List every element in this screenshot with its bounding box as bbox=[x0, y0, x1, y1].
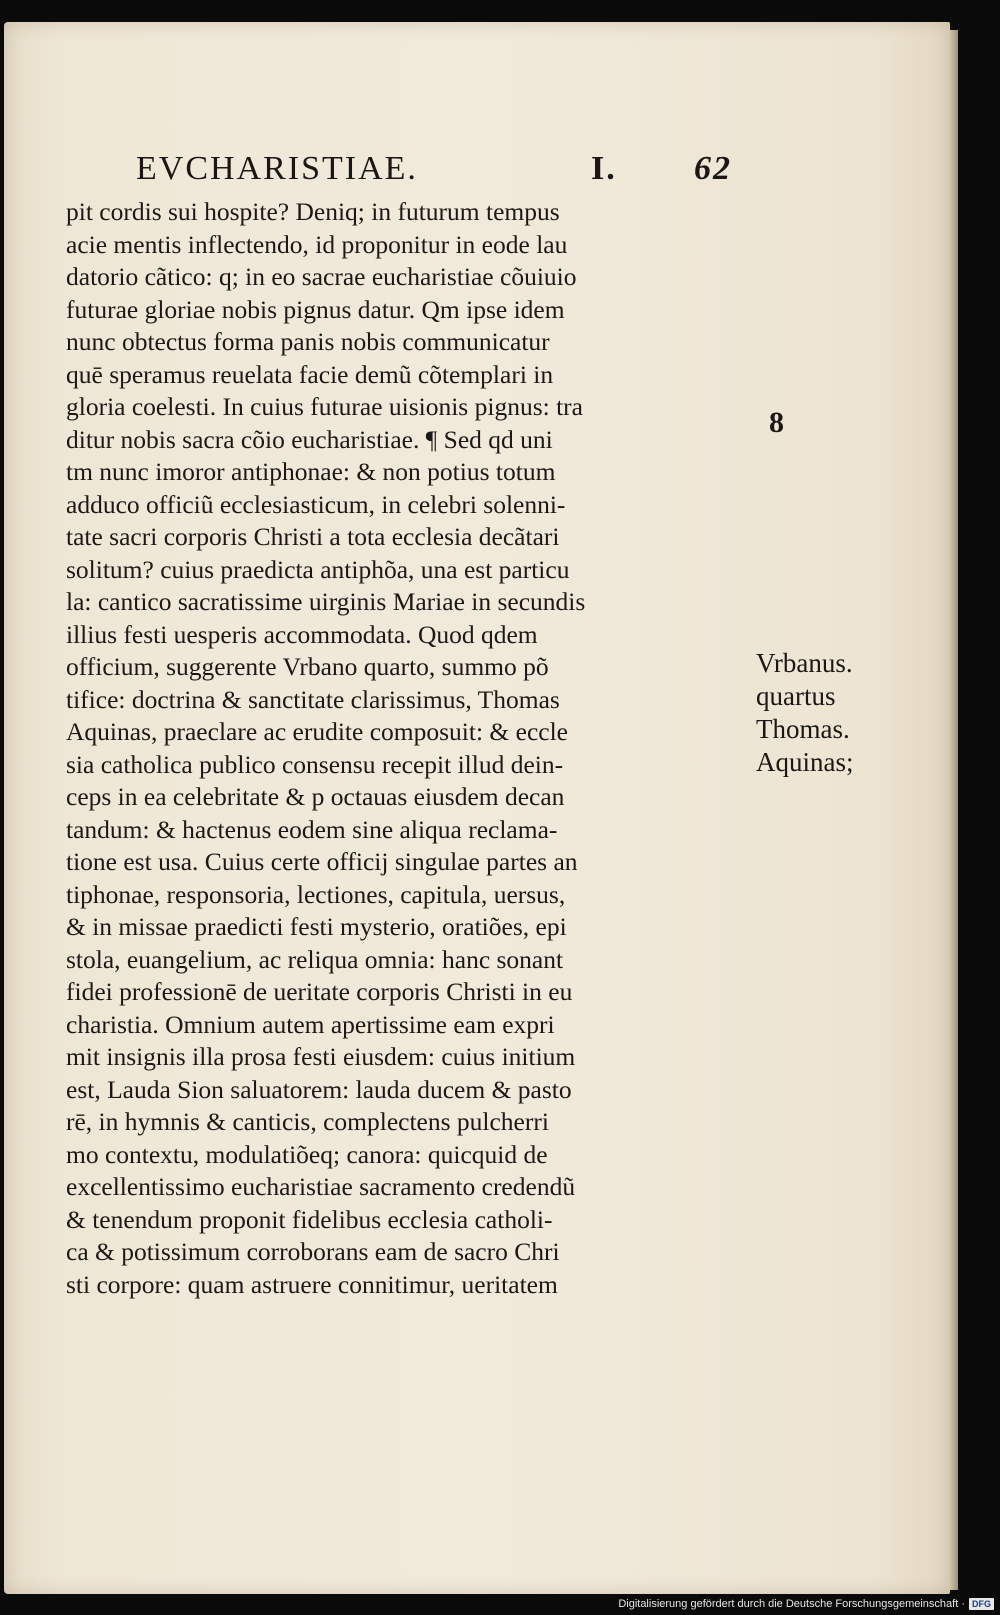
body-text bbox=[66, 196, 756, 1301]
page-edge bbox=[950, 30, 958, 1590]
text-line: rē, in hymnis & canticis, complectens pulcherri bbox=[66, 1107, 549, 1136]
text-line: & in missae praedicti festi mysterio, oratiões, epi bbox=[66, 912, 567, 941]
text-line: stola, euangelium, ac reliqua omnia: hanc sonant bbox=[66, 944, 564, 974]
text-line: gloria coelesti. In cuius futurae uisionis pignus: tra bbox=[66, 392, 583, 421]
text-line: fidei professionē de ueritate corporis Christi in eu bbox=[66, 977, 573, 1006]
text-line: ceps in ea celebritate & p octauas eiusdem decan bbox=[66, 782, 565, 811]
text-line: officium, suggerente Vrbano quarto, summo põ bbox=[66, 652, 549, 681]
running-head-title: EVCHARISTIAE. bbox=[136, 150, 418, 187]
text-line: futurae gloriae nobis pignus datur. Qm ipse idem bbox=[66, 294, 565, 324]
digitization-credit bbox=[618, 1597, 994, 1611]
text-line: est, Lauda Sion saluatorem: lauda ducem & pasto bbox=[66, 1074, 572, 1104]
text-line: illius festi uesperis accommodata. Quod qdem bbox=[66, 619, 538, 649]
text-line: tione est usa. Cuius certe officij singulae partes an bbox=[66, 847, 578, 876]
text-line: tandum: & hactenus eodem sine aliqua reclama- bbox=[66, 814, 558, 844]
text-line: adduco officiũ ecclesiasticum, in celebri solenni- bbox=[66, 489, 566, 519]
text-line: tate sacri corporis Christi a tota ecclesia decãtari bbox=[66, 522, 560, 551]
text-line: sia catholica publico consensu recepit illud dein- bbox=[66, 749, 564, 779]
text-line: tifice: doctrina & sanctitate clarissimus, Thomas bbox=[66, 684, 560, 714]
text-line: quē speramus reuelata facie demũ cõtemplari in bbox=[66, 359, 554, 389]
marginal-section-number: 8 bbox=[769, 406, 784, 439]
running-head-book-number: I. bbox=[591, 150, 617, 187]
text-line: nunc obtectus forma panis nobis communicatur bbox=[66, 327, 550, 356]
text-line: tm nunc imoror antiphonae: & non potius totum bbox=[66, 457, 556, 486]
text-line: mo contextu, modulatiõeq; canora: quicquid de bbox=[66, 1139, 548, 1169]
text-line: solitum? cuius praedicta antiphõa, una est particu bbox=[66, 554, 570, 584]
text-line: datorio cãtico: q; in eo sacrae eucharistiae cõuiuio bbox=[66, 262, 577, 291]
book-page bbox=[4, 22, 950, 1594]
text-line: la: cantico sacratissime uirginis Mariae in secundis bbox=[66, 587, 586, 616]
folio-number: 62 bbox=[694, 150, 732, 187]
text-line: ditur nobis sacra cõio eucharistiae. ¶ Sed qd uni bbox=[66, 424, 553, 454]
text-line: mit insignis illa prosa festi eiusdem: cuius initium bbox=[66, 1042, 576, 1071]
marginal-note: quartus bbox=[756, 681, 836, 711]
marginal-notes bbox=[756, 647, 854, 779]
text-line: excellentissimo eucharistiae sacramento credendũ bbox=[66, 1172, 576, 1201]
dfg-logo-icon: DFG bbox=[969, 1598, 994, 1610]
marginal-note: Aquinas; bbox=[756, 747, 854, 777]
text-line: sti corpore: quam astruere connitimur, ueritatem bbox=[66, 1269, 558, 1299]
text-line: acie mentis inflectendo, id proponitur in eode lau bbox=[66, 229, 568, 259]
text-line: charistia. Omnium autem apertissime eam expri bbox=[66, 1009, 555, 1039]
marginal-note: Thomas. bbox=[756, 714, 850, 744]
text-line: Aquinas, praeclare ac erudite composuit: & eccle bbox=[66, 717, 568, 746]
text-line: & tenendum proponit fidelibus ecclesia catholi- bbox=[66, 1204, 553, 1234]
text-line: pit cordis sui hospite? Deniq; in futurum tempus bbox=[66, 197, 560, 226]
credit-text: Digitalisierung gefördert durch die Deutsche Forschungsgemeinschaft · bbox=[618, 1598, 965, 1610]
text-line: ca & potissimum corroborans eam de sacro Chri bbox=[66, 1237, 560, 1266]
running-head bbox=[136, 150, 756, 198]
marginal-note: Vrbanus. bbox=[756, 648, 853, 678]
text-line: tiphonae, responsoria, lectiones, capitula, uersus, bbox=[66, 879, 566, 909]
